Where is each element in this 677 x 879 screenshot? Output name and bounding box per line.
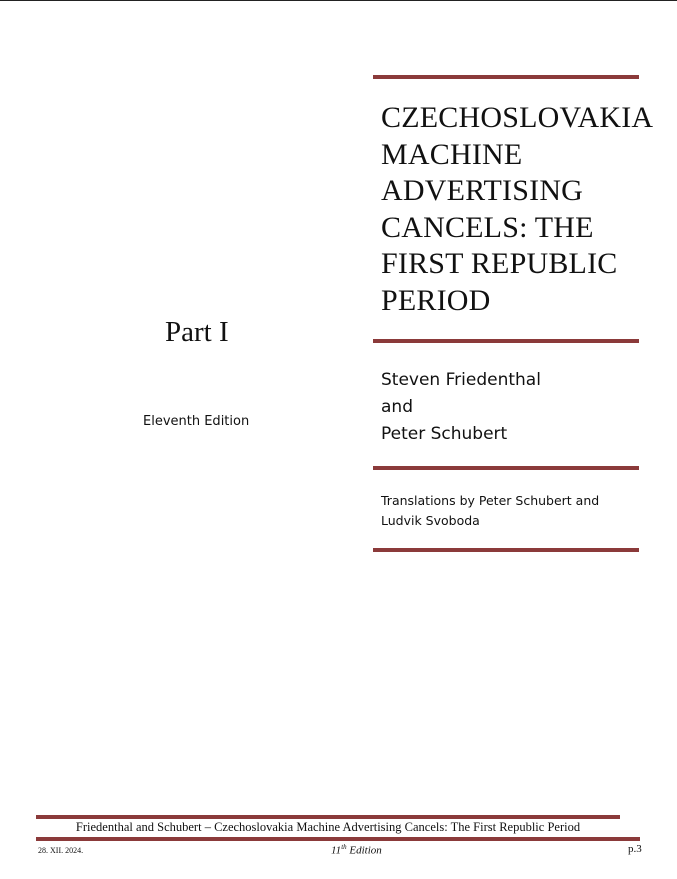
authors-block [381,367,541,448]
translations-credit [381,491,631,531]
authors-bottom-rule [373,466,639,470]
footer-edition-suffix: th [341,843,347,851]
title-top-rule [373,75,639,79]
title-line: CZECHOSLOVAKIA [381,101,654,134]
page-top-border [0,0,677,1]
translations-line: Ludvik Svoboda [381,513,480,528]
title-line: ADVERTISING [381,174,584,207]
part-label: Part I [165,316,229,348]
page-number: p.3 [628,843,642,855]
footer-title: Friedenthal and Schubert – Czechoslovakia Machine Advertising Cancels: The First Republic Period [75,820,581,834]
title-line: PERIOD [381,283,491,317]
footer-edition [331,843,382,857]
author-line: Peter Schubert [381,424,508,444]
document-title [381,100,654,319]
footer-edition-number: 11 [331,844,342,857]
footer-date: 28. XII. 2024. [38,846,84,855]
edition-label: Eleventh Edition [143,414,250,429]
title-line: CANCELS: THE [381,210,594,244]
translations-line: Translations by Peter Schubert and [381,493,600,508]
author-line: Steven Friedenthal [381,370,541,390]
translations-bottom-rule [373,548,639,552]
footer-bottom-rule [36,837,640,841]
title-line: FIRST REPUBLIC [381,247,618,280]
footer-edition-word: Edition [346,844,382,857]
footer-top-rule [36,815,620,819]
title-line: MACHINE [381,137,523,171]
title-bottom-rule [373,339,639,343]
author-line: and [381,397,413,417]
